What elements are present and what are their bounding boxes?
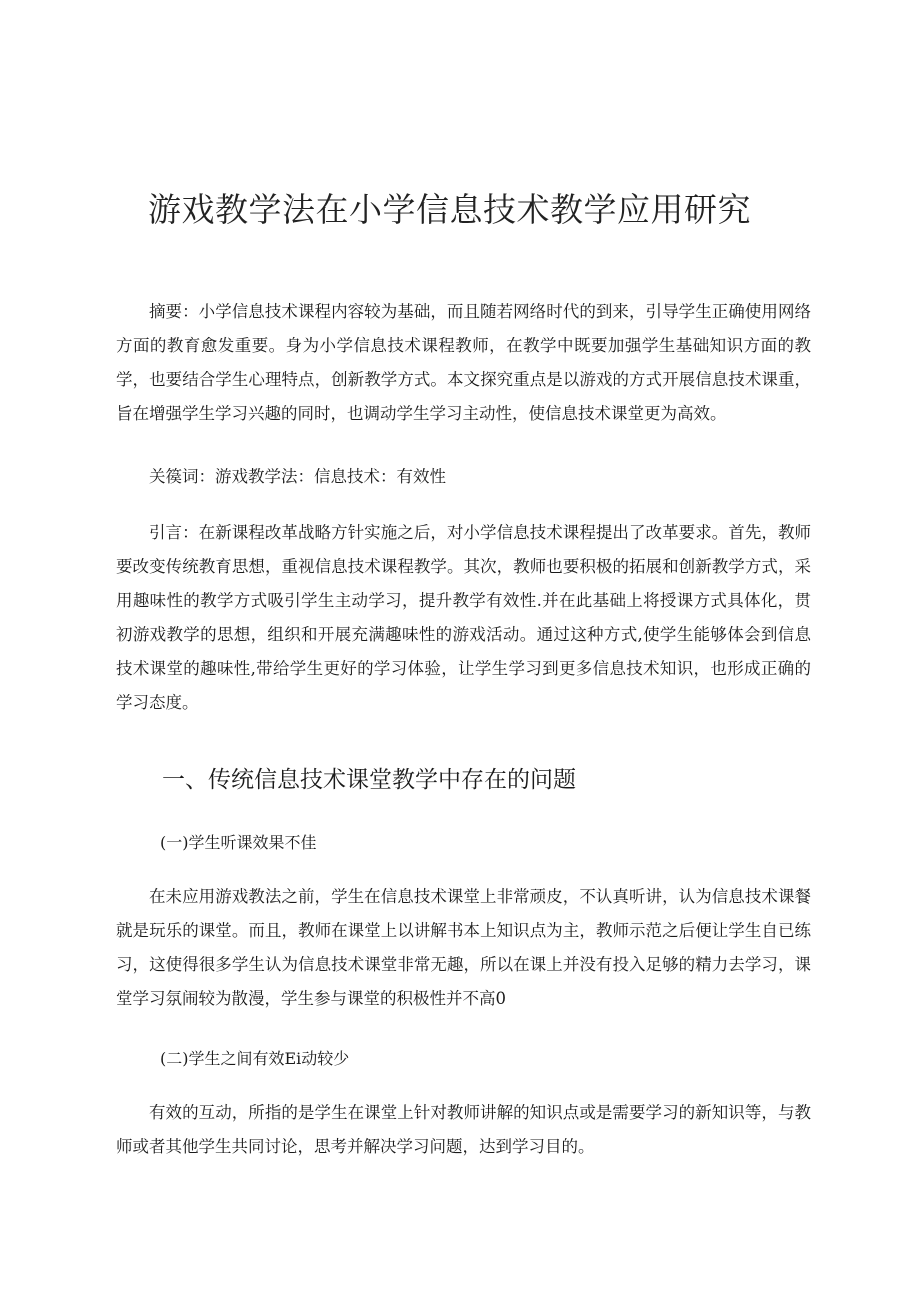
abstract-paragraph: 摘要：小学信息技术课程内容较为基础，而且随若网络时代的到来，引导学生正确使用网络方面的教育愈发重要。身为小学信息技术课程教师，在教学中既要加强学生基础知识方面的教学，也要结合学生心理特点，创新教学方式。本文探究重点是以游戏的方式开展信息技术课重，旨在增强学生学习兴趣的同时，也调动学生学习主动性，使信息技术课堂更为高效。 <box>116 302 811 423</box>
section-heading: 一、传统信息技术课堂教学中存在的问题 <box>162 767 576 793</box>
subsection-heading-2: (二)学生之间有效Ei动较少 <box>160 1049 350 1068</box>
subsection-heading-1: (一)学生听课效果不佳 <box>160 833 317 852</box>
subsection-2-paragraph: 有效的互动，所指的是学生在课堂上针对教师讲解的知识点或是需要学习的新知识等，与教师或者其他学生共同讨论，思考并解决学习问题，达到学习目的。 <box>116 1103 811 1156</box>
keywords-line: 关篌词：游戏教学法：信息技术：有效性 <box>149 467 446 486</box>
subsection-1-paragraph: 在未应用游戏教法之前，学生在信息技术课堂上非常顽皮，不认真听讲，认为信息技术课餐就是玩乐的课堂。而且，教师在课堂上以讲解书本上知识点为主，教师示范之后便让学生自已练习，这使得很多学生认为信息技术课堂非常无趣，所以在课上并没有投入足够的精力去学习，课堂学习氛闹较为散漫，学生参与课堂的积极性并不高0 <box>116 887 811 1008</box>
document-title: 游戏教学法在小学信息技术教学应用研究 <box>148 190 751 230</box>
introduction-paragraph: 引言：在新课程改革战略方针实施之后，对小学信息技术课程提出了改革要求。首先，教师要改变传统教育思想，重视信息技术课程教学。其次，教师也要积极的拓展和创新教学方式，采用趣味性的教学方式吸引学生主动学习，提升教学有效性.并在此基础上将授课方式具体化，贯初游戏教学的思想，组织和开展充满趣味性的游戏活动。通过这种方式,使学生能够体会到信息技术课堂的趣味性,带给学生更好的学习体验，让学生学习到更多信息技术知识，也形成正确的学习态度。 <box>116 523 811 712</box>
